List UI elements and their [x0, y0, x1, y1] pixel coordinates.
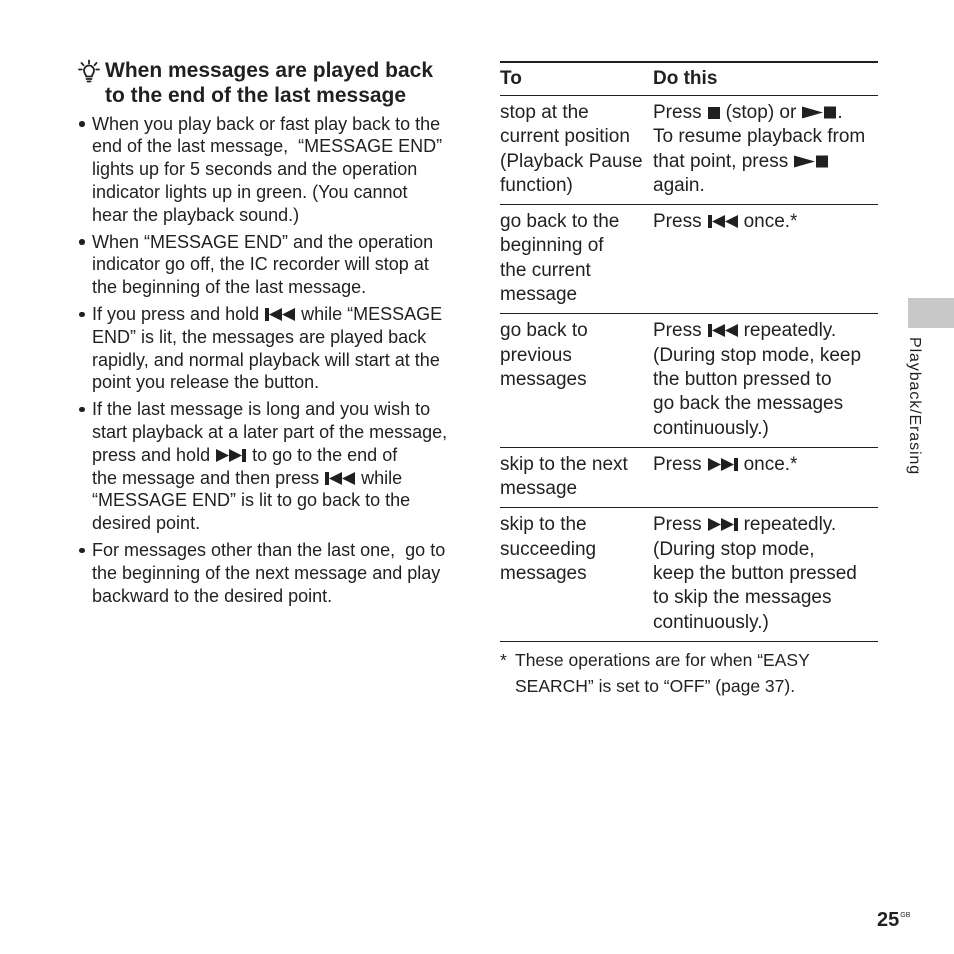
bullet-line [92, 303, 458, 326]
bullet-line: hear the playback sound.) [92, 204, 300, 225]
line-text: the message and then press [92, 467, 320, 488]
cell-line: stop at the [500, 101, 589, 123]
cell-line [653, 319, 878, 343]
footnote-line: SEARCH” is set to “OFF” (page 37). [515, 676, 796, 696]
section-tab-label: Playback/Erasing [906, 337, 923, 476]
cell-line: message [500, 478, 578, 500]
bullet-line: For messages other than the last one, go to [92, 539, 446, 560]
bullet-line [92, 444, 458, 467]
page-number-value: 25 [877, 909, 900, 931]
bullet-line: backward to the desired point. [92, 585, 333, 606]
bullet-list [78, 113, 458, 612]
next-icon [708, 458, 738, 471]
line-text: press and hold [92, 444, 211, 465]
cell-line: function) [500, 174, 573, 196]
section-heading [105, 58, 433, 108]
cell-do-this [653, 513, 878, 634]
table-row [500, 448, 878, 509]
line-text: while [361, 467, 403, 488]
cell-text: Press [653, 453, 702, 475]
cell-line: skip to the next [500, 453, 628, 475]
cell-text: once.* [743, 211, 798, 233]
cell-text: Press [653, 320, 702, 342]
cell-line: continuously.) [653, 417, 769, 439]
bullet-line: lights up for 5 seconds and the operation [92, 159, 418, 180]
cell-do-this [653, 319, 878, 440]
table-row [500, 205, 878, 314]
hint-lightbulb-icon [77, 59, 101, 83]
section-tab-marker [908, 298, 954, 328]
bullet-line: point you release the button. [92, 372, 320, 393]
footnote-text [500, 647, 878, 699]
cell-do-this [653, 101, 878, 198]
line-text: If you press and hold [92, 303, 260, 324]
cell-to [500, 210, 653, 307]
line-text: while “MESSAGE [301, 303, 443, 324]
cell-line: go back to [500, 320, 588, 342]
next-icon [216, 449, 246, 462]
bullet-line: If the last message is long and you wish to [92, 399, 431, 420]
cell-line: To resume playback from [653, 126, 866, 148]
bullet-line: END” is lit, the messages are played back [92, 326, 427, 347]
bullet-line [92, 467, 458, 490]
cell-line: keep the button pressed [653, 563, 857, 585]
cell-line: messages [500, 368, 587, 390]
table-row [500, 314, 878, 447]
bullet-line: end of the last message, “MESSAGE END” [92, 136, 443, 157]
table-row [500, 508, 878, 641]
cell-do-this [653, 210, 878, 234]
stop-icon [708, 107, 720, 119]
cell-line [653, 453, 878, 477]
cell-text: Press [653, 514, 702, 536]
cell-line: go back to the [500, 211, 620, 233]
cell-line: the button pressed to [653, 368, 832, 390]
cell-to [500, 513, 653, 586]
bullet-line: start playback at a later part of the message, [92, 421, 448, 442]
cell-line: the current [500, 259, 591, 281]
cell-text: repeatedly. [743, 514, 837, 536]
bullet-item [78, 231, 458, 299]
cell-text: . [837, 101, 843, 123]
heading-line: When messages are played back [105, 59, 433, 82]
play-stop-icon [794, 155, 828, 168]
next-icon [708, 518, 738, 531]
bullet-line: When you play back or fast play back to the [92, 113, 441, 134]
play-stop-icon [802, 106, 836, 119]
previous-icon [708, 215, 738, 228]
footnote-line: These operations are for when “EASY [515, 650, 810, 670]
cell-line: skip to the [500, 514, 587, 536]
bullet-dot [79, 312, 85, 318]
cell-line: continuously.) [653, 611, 769, 633]
footnote-marker: * [500, 650, 507, 670]
page-number [877, 907, 910, 938]
footnote [500, 647, 878, 699]
cell-text: that point, press [653, 150, 789, 172]
bullet-line: desired point. [92, 513, 201, 534]
table-header-row [500, 61, 878, 96]
bullet-line: the beginning of the last message. [92, 277, 367, 298]
cell-text: (stop) or [725, 101, 797, 123]
bullet-dot [79, 548, 85, 554]
cell-line: (Playback Pause [500, 150, 643, 172]
cell-line: again. [653, 174, 705, 196]
cell-line: to skip the messages [653, 587, 832, 609]
bullet-item [78, 539, 458, 607]
bullet-dot [79, 239, 85, 245]
previous-icon [708, 324, 738, 337]
bullet-line: “MESSAGE END” is lit to go back to the [92, 490, 411, 511]
bullet-item [78, 113, 458, 227]
bullet-dot [79, 407, 85, 413]
bullet-line: When “MESSAGE END” and the operation [92, 231, 434, 252]
cell-to [500, 101, 653, 198]
bullet-line: the beginning of the next message and play [92, 562, 441, 583]
cell-line: succeeding [500, 538, 597, 560]
previous-icon [325, 472, 355, 485]
cell-to [500, 319, 653, 392]
header-do-this: Do this [653, 68, 718, 89]
bullet-line: indicator go off, the IC recorder will stop at [92, 254, 429, 275]
cell-line [653, 150, 878, 174]
bullet-line: indicator lights up in green. (You cannot [92, 181, 408, 202]
bullet-item [78, 303, 458, 394]
table-row [500, 96, 878, 205]
previous-icon [265, 308, 295, 321]
cell-line: (During stop mode, keep [653, 344, 862, 366]
header-to: To [500, 68, 522, 89]
page-number-suffix: GB [900, 912, 911, 919]
heading-line: to the end of the last message [105, 84, 407, 107]
cell-line: go back the messages [653, 393, 844, 415]
bullet-line: rapidly, and normal playback will start at the [92, 349, 440, 370]
cell-line: previous [500, 344, 572, 366]
cell-to [500, 453, 653, 502]
cell-line [653, 210, 878, 234]
cell-line: (During stop mode, [653, 538, 815, 560]
cell-text: once.* [743, 453, 798, 475]
cell-line: message [500, 284, 578, 306]
line-text: to go to the end of [252, 444, 398, 465]
cell-line: current position [500, 126, 630, 148]
cell-line [653, 513, 878, 537]
cell-line: messages [500, 563, 587, 585]
cell-line [653, 101, 878, 125]
cell-line: beginning of [500, 235, 604, 257]
cell-do-this [653, 453, 878, 477]
cell-text: Press [653, 101, 702, 123]
bullet-dot [79, 121, 85, 127]
cell-text: repeatedly. [743, 320, 837, 342]
cell-text: Press [653, 211, 702, 233]
operations-table [500, 61, 878, 642]
bullet-item [78, 398, 458, 535]
